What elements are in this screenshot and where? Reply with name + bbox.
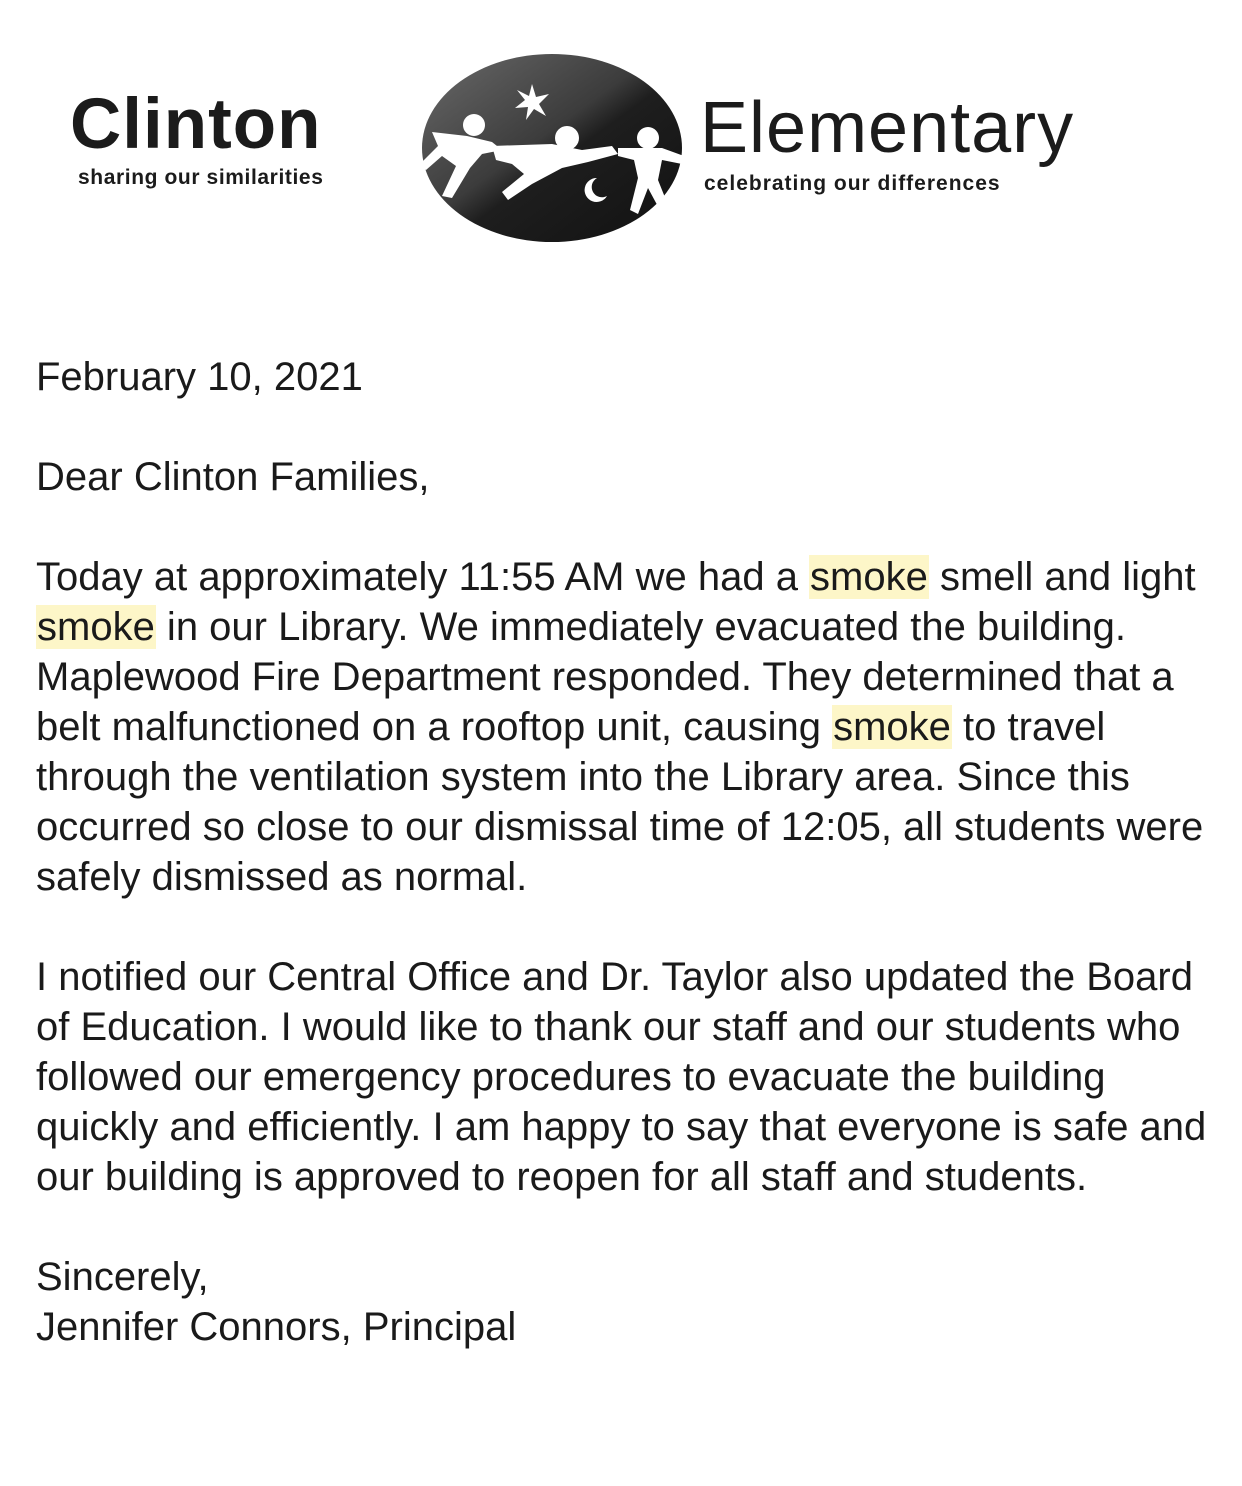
school-emblem-icon [412,50,692,246]
letter-date: February 10, 2021 [36,355,363,399]
tagline-right: celebrating our differences [704,172,1001,195]
tagline-left: sharing our similarities [78,166,324,189]
highlighted-word: smoke [833,705,951,749]
paragraph-incident [36,552,1216,902]
school-type: Elementary [700,88,1075,168]
letterhead-right [700,88,1180,196]
letterhead [0,0,1242,260]
letter-body [36,352,1216,1352]
highlighted-word: smoke [810,555,928,599]
paragraph-text: smell and light [928,555,1196,599]
school-name: Clinton [70,85,322,164]
highlighted-word: smoke [37,605,155,649]
salutation: Dear Clinton Families, [36,455,430,499]
paragraph-text: Today at approximately 11:55 AM we had a [36,555,810,599]
paragraph-thanks: I notified our Central Office and Dr. Taylor also updated the Board of Education. I would like to thank our staff and our students who followed our emergency procedures to evacuate the building quickly and efficiently. I am happy to say that everyone is safe and our building is approved to reopen for all staff and students. [36,955,1207,1199]
letterhead-left [70,85,415,190]
paragraph-text: in our Library. We immediately evacuated the building. Maplewood Fire Department responded. They determined that a belt malfunctioned on a rooftop unit, causing [36,605,1174,749]
signature: Jennifer Connors, Principal [36,1305,517,1349]
closing: Sincerely, [36,1255,209,1299]
paragraph-text: to travel through the ventilation system into the Library area. Since this occurred so close to our dismissal time of 12:05, all students were safely dismissed as normal. [36,705,1204,899]
